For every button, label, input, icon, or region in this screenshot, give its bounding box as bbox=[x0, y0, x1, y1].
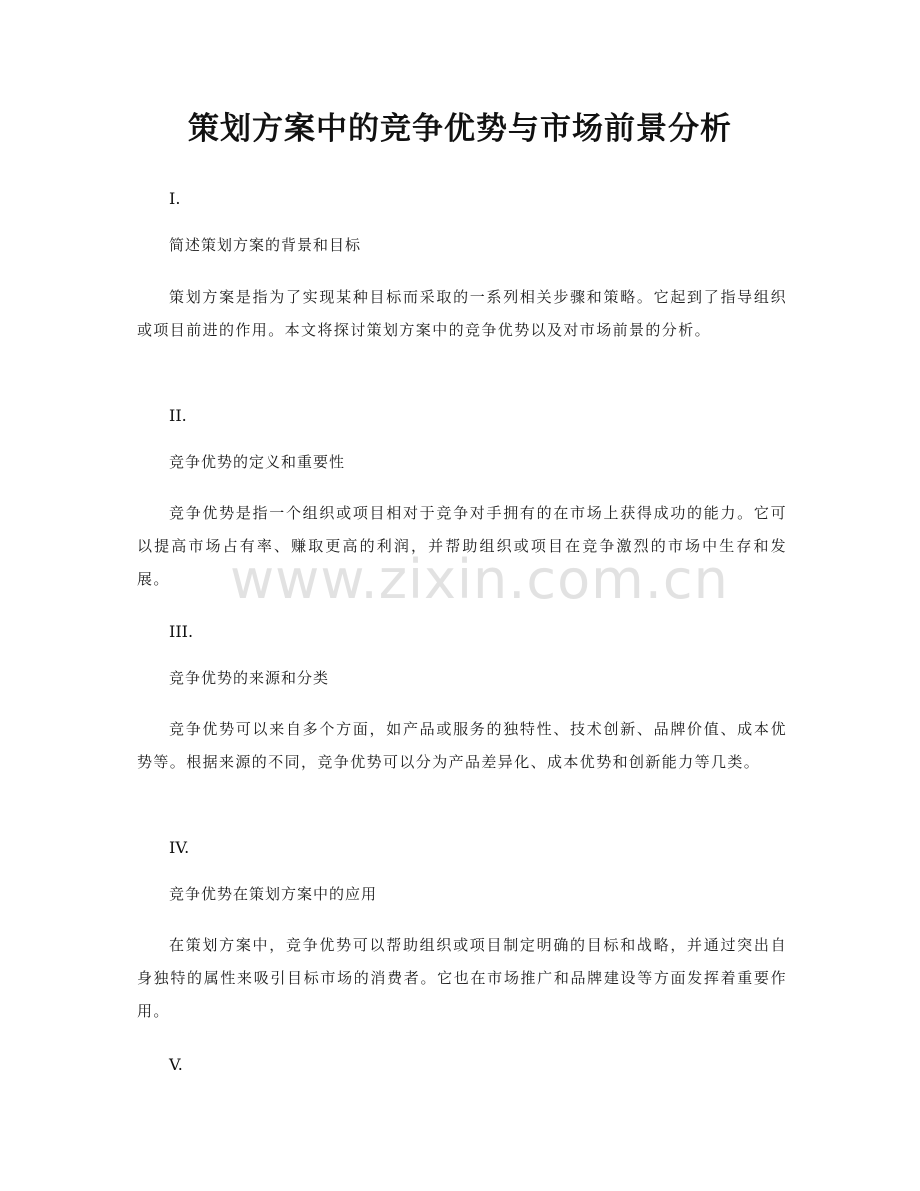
section-4-paragraph: 在策划方案中，竞争优势可以帮助组织或项目制定明确的目标和战略，并通过突出自身独特的属性来吸引目标市场的消费者。它也在市场推广和品牌建设等方面发挥着重要作用。 bbox=[137, 936, 787, 1020]
section-1-heading: 简述策划方案的背景和目标 bbox=[169, 236, 362, 254]
watermark: www.zixin.com.cn bbox=[230, 548, 729, 611]
section-3-paragraph: 竞争优势可以来自多个方面，如产品或服务的独特性、技术创新、品牌价值、成本优势等。根据来源的不同，竞争优势可以分为产品差异化、成本优势和创新能力等几类。 bbox=[137, 720, 787, 771]
section-1-paragraph: 策划方案是指为了实现某种目标而采取的一系列相关步骤和策略。它起到了指导组织或项目前进的作用。本文将探讨策划方案中的竞争优势以及对市场前景的分析。 bbox=[137, 288, 787, 339]
section-2-heading: 竞争优势的定义和重要性 bbox=[169, 453, 346, 471]
document-title: 策划方案中的竞争优势与市场前景分析 bbox=[188, 111, 732, 147]
section-2-paragraph: 竞争优势是指一个组织或项目相对于竞争对手拥有的在市场上获得成功的能力。它可以提高市场占有率、赚取更高的利润，并帮助组织或项目在竞争激烈的市场中生存和发展。 bbox=[137, 504, 787, 588]
section-4-heading: 竞争优势在策划方案中的应用 bbox=[169, 885, 378, 903]
section-5-numeral: V. bbox=[169, 1055, 183, 1074]
section-3-heading: 竞争优势的来源和分类 bbox=[169, 669, 330, 687]
section-2-numeral: II. bbox=[169, 406, 187, 425]
section-4-numeral: IV. bbox=[169, 838, 190, 857]
section-3-numeral: III. bbox=[169, 622, 194, 641]
section-1-numeral: I. bbox=[169, 189, 181, 208]
